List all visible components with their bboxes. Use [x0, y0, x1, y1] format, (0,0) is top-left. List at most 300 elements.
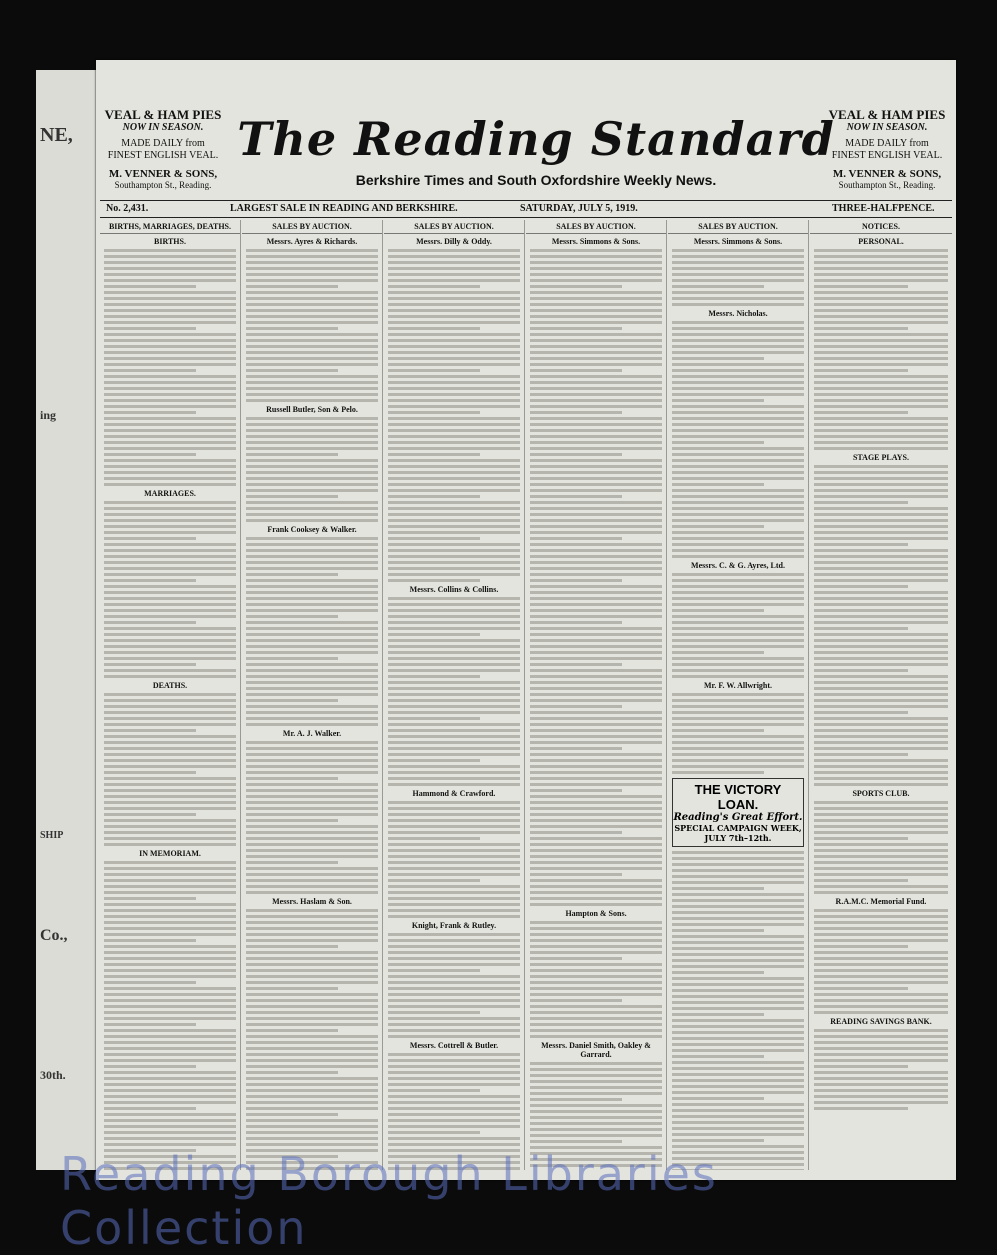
- text-line: [246, 489, 378, 492]
- text-line: [104, 279, 236, 282]
- text-line: [530, 927, 662, 930]
- text-line: [530, 657, 662, 660]
- text-line: [672, 717, 804, 720]
- text-line: [388, 321, 520, 324]
- text-line: [104, 1047, 236, 1050]
- text-line: [246, 1125, 378, 1128]
- text-line: [672, 1139, 764, 1142]
- text-line: [814, 465, 948, 468]
- text-line: [104, 555, 236, 558]
- text-line: [672, 977, 804, 980]
- text-line: [246, 345, 378, 348]
- text-line: [388, 1101, 520, 1104]
- text-line: [388, 573, 520, 576]
- text-line: [672, 917, 804, 920]
- text-line: [530, 603, 662, 606]
- text-line: [246, 585, 378, 588]
- text-line: [814, 735, 948, 738]
- text-line: [104, 303, 236, 306]
- text-line: [104, 1131, 236, 1134]
- text-line: [530, 351, 662, 354]
- text-line: [388, 963, 520, 966]
- text-line: [104, 507, 236, 510]
- text-line: [814, 663, 948, 666]
- text-line: [246, 1113, 338, 1116]
- text-line: [672, 585, 804, 588]
- text-line: [814, 873, 948, 876]
- text-line: [814, 291, 948, 294]
- text-line: [104, 1125, 236, 1128]
- text-line: [672, 735, 804, 738]
- text-line: [672, 267, 804, 270]
- text-line: [104, 657, 236, 660]
- circulation-claim: LARGEST SALE IN READING AND BERKSHIRE.: [230, 203, 458, 214]
- text-line: [388, 759, 480, 762]
- text-line: [530, 987, 662, 990]
- text-line: [814, 1053, 948, 1056]
- text-line: [104, 537, 196, 540]
- text-line: [530, 1035, 662, 1038]
- text-line: [672, 1007, 804, 1010]
- text-line: [530, 1098, 622, 1101]
- text-line: [388, 411, 480, 414]
- text-line: [104, 717, 236, 720]
- text-line: [672, 591, 804, 594]
- text-line: [814, 729, 948, 732]
- text-line: [530, 447, 662, 450]
- text-line: [246, 1047, 378, 1050]
- text-line: [672, 1133, 804, 1136]
- text-line: [530, 771, 662, 774]
- text-line: [104, 585, 236, 588]
- text-line: [672, 525, 764, 528]
- text-line: [814, 255, 948, 258]
- text-line: [388, 885, 520, 888]
- text-line: [672, 857, 804, 860]
- text-line: [530, 717, 662, 720]
- text-line: [246, 1041, 378, 1044]
- text-line: [104, 807, 236, 810]
- text-line: [246, 969, 378, 972]
- text-line: [530, 477, 662, 480]
- text-line: [104, 405, 236, 408]
- text-line: [104, 885, 236, 888]
- text-line: [388, 495, 480, 498]
- text-line: [530, 315, 662, 318]
- newspaper-page: [96, 60, 956, 1180]
- text-line: [672, 753, 804, 756]
- text-line: [530, 393, 662, 396]
- text-line: [104, 675, 236, 678]
- text-line: [672, 597, 804, 600]
- text-line: [672, 603, 804, 606]
- text-line: [672, 441, 764, 444]
- text-line: [814, 519, 948, 522]
- text-line: [814, 345, 948, 348]
- issue-number: No. 2,431.: [106, 203, 149, 214]
- text-line: [104, 753, 236, 756]
- text-line: [104, 1107, 196, 1110]
- text-line: [104, 963, 236, 966]
- text-line: [388, 519, 520, 522]
- text-line: [388, 435, 520, 438]
- text-line: [104, 921, 236, 924]
- text-line: [388, 1131, 480, 1134]
- text-line: [814, 765, 948, 768]
- text-line: [388, 1113, 520, 1116]
- text-line: [672, 759, 804, 762]
- text-line: [672, 965, 804, 968]
- text-line: [530, 1017, 662, 1020]
- text-line: [246, 333, 378, 336]
- text-line: [672, 747, 804, 750]
- text-line: [814, 867, 948, 870]
- text-line: [530, 645, 662, 648]
- text-line: [530, 345, 662, 348]
- text-line: [814, 1041, 948, 1044]
- text-line: [388, 1095, 520, 1098]
- text-line: [672, 1013, 764, 1016]
- text-line: [814, 1077, 948, 1080]
- text-line: [104, 297, 236, 300]
- adjacent-page-spine: NE, ing SHIP Co., 30th.: [36, 70, 100, 1170]
- text-line: [104, 399, 236, 402]
- text-line: [530, 693, 662, 696]
- text-line: [246, 615, 338, 618]
- text-line: [388, 471, 520, 474]
- text-line: [672, 693, 804, 696]
- text-line: [530, 273, 662, 276]
- text-line: [246, 267, 378, 270]
- text-line: [814, 1071, 948, 1074]
- text-line: [814, 801, 948, 804]
- text-line: [104, 513, 236, 516]
- text-line: [672, 489, 804, 492]
- text-line: [814, 651, 948, 654]
- text-line: [672, 959, 804, 962]
- text-line: [530, 381, 662, 384]
- text-line: [246, 765, 378, 768]
- text-line: [246, 261, 378, 264]
- text-line: [104, 831, 236, 834]
- text-line: [672, 465, 804, 468]
- text-line: [530, 975, 662, 978]
- text-line: [246, 555, 378, 558]
- text-line: [104, 759, 236, 762]
- text-line: [246, 399, 378, 402]
- text-line: [388, 261, 520, 264]
- text-line: [530, 417, 662, 420]
- text-line: [672, 741, 804, 744]
- text-line: [530, 297, 662, 300]
- text-line: [104, 735, 236, 738]
- text-line: [388, 825, 520, 828]
- text-line: [388, 819, 520, 822]
- text-line: [530, 507, 662, 510]
- text-line: [104, 1101, 236, 1104]
- text-line: [388, 429, 520, 432]
- text-line: [104, 813, 196, 816]
- right-ad: VEAL & HAM PIES NOW IN SEASON. MADE DAILY from FINEST ENGLISH VEAL. M. VENNER & SONS, Southampton St., Reading.: [828, 107, 946, 190]
- text-line: [104, 387, 236, 390]
- text-line: [388, 879, 480, 882]
- text-line: [246, 1053, 378, 1056]
- text-line: [388, 783, 520, 786]
- text-line: [672, 705, 804, 708]
- text-line: [246, 951, 378, 954]
- text-line: [388, 447, 520, 450]
- text-line: [104, 573, 236, 576]
- text-line: [672, 639, 804, 642]
- text-line: [814, 537, 948, 540]
- text-line: [388, 531, 520, 534]
- text-line: [530, 873, 622, 876]
- text-line: [672, 651, 764, 654]
- text-line: [814, 489, 948, 492]
- text-line: [530, 981, 662, 984]
- text-line: [672, 893, 804, 896]
- text-line: [104, 975, 236, 978]
- text-line: [530, 765, 662, 768]
- text-line: [530, 705, 622, 708]
- text-line: [388, 909, 520, 912]
- text-line: [388, 1119, 520, 1122]
- text-line: [246, 297, 378, 300]
- text-line: [388, 855, 520, 858]
- text-line: [104, 651, 236, 654]
- text-line: [246, 609, 378, 612]
- text-line: [814, 483, 948, 486]
- text-line: [530, 651, 662, 654]
- text-line: [814, 531, 948, 534]
- text-line: [104, 549, 236, 552]
- text-line: [530, 1128, 662, 1131]
- text-line: [104, 909, 236, 912]
- text-line: [530, 1068, 662, 1071]
- text-line: [814, 549, 948, 552]
- text-line: [530, 279, 662, 282]
- text-line: [104, 1071, 236, 1074]
- text-line: [388, 867, 520, 870]
- text-line: [814, 1083, 948, 1086]
- text-line: [388, 267, 520, 270]
- text-line: [672, 387, 804, 390]
- text-line: [388, 603, 520, 606]
- text-line: [104, 345, 236, 348]
- text-line: [672, 249, 804, 252]
- text-line: [104, 861, 236, 864]
- text-line: [672, 765, 804, 768]
- text-line: [246, 465, 378, 468]
- text-line: [104, 579, 196, 582]
- text-line: [530, 801, 662, 804]
- text-line: [388, 249, 520, 252]
- text-line: [672, 869, 804, 872]
- text-line: [104, 285, 196, 288]
- text-line: [672, 321, 804, 324]
- text-line: [388, 417, 520, 420]
- text-line: [814, 1095, 948, 1098]
- text-line: [530, 879, 662, 882]
- text-line: [104, 393, 236, 396]
- text-line: [530, 1134, 662, 1137]
- text-line: [246, 909, 378, 912]
- text-line: [814, 633, 948, 636]
- text-line: [814, 825, 948, 828]
- text-line: [814, 1101, 948, 1104]
- text-line: [814, 861, 948, 864]
- text-line: [814, 879, 908, 882]
- text-line: [246, 1017, 378, 1020]
- text-line: [530, 411, 622, 414]
- text-line: [104, 1119, 236, 1122]
- text-line: [104, 1059, 236, 1062]
- text-line: [672, 657, 804, 660]
- text-line: [246, 1029, 338, 1032]
- text-line: [246, 1131, 378, 1134]
- text-line: [246, 1005, 378, 1008]
- text-line: [246, 597, 378, 600]
- text-line: [530, 903, 662, 906]
- text-line: [530, 681, 662, 684]
- text-line: [246, 1011, 378, 1014]
- text-line: [388, 729, 520, 732]
- text-line: [814, 963, 948, 966]
- text-line: [388, 333, 520, 336]
- text-line: [104, 459, 236, 462]
- text-line: [388, 639, 520, 642]
- text-line: [672, 303, 804, 306]
- text-line: [104, 981, 196, 984]
- text-line: [104, 801, 236, 804]
- text-line: [246, 453, 338, 456]
- text-line: [672, 333, 804, 336]
- text-line: [530, 723, 662, 726]
- text-line: [814, 261, 948, 264]
- text-line: [530, 567, 662, 570]
- text-line: [246, 873, 378, 876]
- text-line: [530, 957, 622, 960]
- text-line: [246, 1023, 378, 1026]
- text-line: [104, 633, 236, 636]
- text-line: [388, 327, 480, 330]
- text-line: [246, 717, 378, 720]
- text-line: [672, 1127, 804, 1130]
- text-line: [530, 369, 622, 372]
- text-line: [814, 705, 948, 708]
- text-line: [104, 1137, 236, 1140]
- text-line: [246, 807, 378, 810]
- text-line: [246, 957, 378, 960]
- text-line: [104, 441, 236, 444]
- text-line: [246, 837, 378, 840]
- text-line: [104, 453, 196, 456]
- text-line: [246, 723, 378, 726]
- text-line: [672, 393, 804, 396]
- text-line: [672, 1097, 764, 1100]
- text-line: [530, 639, 662, 642]
- text-line: [672, 531, 804, 534]
- text-line: [104, 483, 236, 486]
- text-line: [814, 711, 908, 714]
- text-line: [104, 819, 236, 822]
- text-line: [246, 669, 378, 672]
- text-line: [814, 285, 908, 288]
- text-line: [104, 933, 236, 936]
- text-line: [246, 825, 378, 828]
- text-line: [530, 819, 662, 822]
- text-line: [104, 1041, 236, 1044]
- text-line: [104, 843, 236, 846]
- text-line: [388, 525, 520, 528]
- text-line: [672, 1109, 804, 1112]
- text-line: [388, 807, 520, 810]
- text-line: [530, 579, 622, 582]
- text-line: [814, 1035, 948, 1038]
- text-line: [814, 333, 948, 336]
- text-line: [814, 627, 908, 630]
- text-line: [388, 369, 480, 372]
- text-line: [104, 447, 236, 450]
- text-line: [388, 465, 520, 468]
- text-line: [104, 741, 236, 744]
- text-line: [672, 989, 804, 992]
- text-line: [672, 983, 804, 986]
- text-line: [814, 969, 948, 972]
- text-line: [672, 1025, 804, 1028]
- text-line: [104, 891, 236, 894]
- text-line: [104, 327, 196, 330]
- text-line: [672, 851, 804, 854]
- text-line: [104, 609, 236, 612]
- text-line: [246, 1143, 378, 1146]
- text-line: [814, 603, 948, 606]
- text-line: [530, 789, 622, 792]
- text-line: [246, 981, 378, 984]
- text-line: [814, 657, 948, 660]
- text-line: [388, 381, 520, 384]
- text-line: [388, 645, 520, 648]
- text-line: [104, 969, 236, 972]
- text-line: [246, 1071, 338, 1074]
- text-line: [814, 783, 948, 786]
- text-line: [246, 549, 378, 552]
- text-line: [388, 363, 520, 366]
- text-line: [246, 987, 338, 990]
- text-line: [530, 891, 662, 894]
- text-line: [246, 915, 378, 918]
- text-line: [246, 381, 378, 384]
- text-line: [388, 699, 520, 702]
- text-line: [814, 939, 948, 942]
- text-line: [814, 1029, 948, 1032]
- text-line: [814, 927, 948, 930]
- text-line: [530, 951, 662, 954]
- text-line: [814, 1047, 948, 1050]
- text-line: [672, 1031, 804, 1034]
- text-line: [104, 597, 236, 600]
- text-line: [246, 429, 378, 432]
- text-line: [388, 849, 520, 852]
- text-line: [672, 875, 804, 878]
- text-line: [104, 621, 196, 624]
- text-line: [530, 741, 662, 744]
- text-line: [672, 899, 804, 902]
- text-line: [246, 285, 338, 288]
- text-line: [672, 929, 764, 932]
- text-line: [246, 885, 378, 888]
- text-line: [814, 405, 948, 408]
